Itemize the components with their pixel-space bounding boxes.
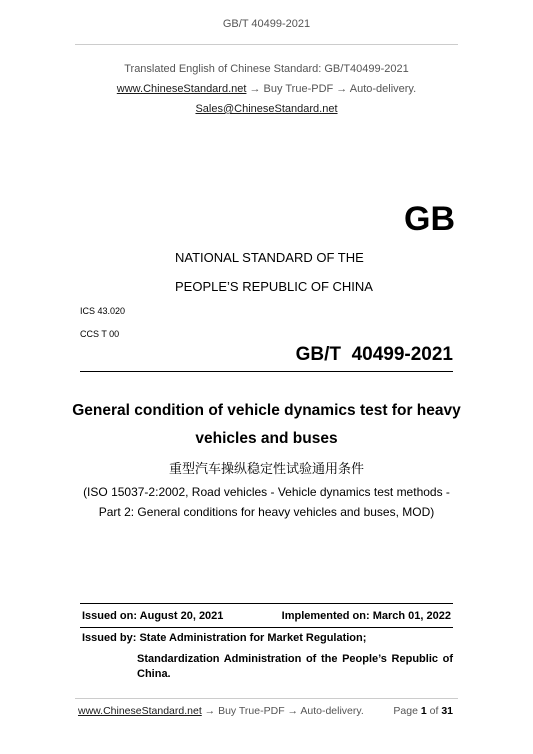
page-of: of — [429, 705, 439, 717]
title-line-1: General condition of vehicle dynamics test for heavy — [72, 402, 461, 419]
dates-bottom-divider — [80, 627, 453, 628]
implemented-on: Implemented on: March 01, 2022 — [281, 610, 451, 622]
standard-number: GB/T 40499-2021 — [295, 344, 453, 365]
page-indicator — [370, 705, 453, 717]
header-divider — [75, 44, 458, 45]
running-header: GB/T 40499-2021 — [222, 18, 311, 30]
page-total: 31 — [441, 705, 453, 717]
email-link[interactable]: Sales@ChineseStandard.net — [195, 103, 338, 115]
footer-site-line — [78, 705, 364, 717]
national-line-1: NATIONAL STANDARD OF THE — [175, 250, 364, 265]
dates-top-divider — [80, 603, 453, 604]
site-link[interactable]: www.ChineseStandard.net — [116, 83, 247, 95]
site-line — [0, 83, 533, 95]
footer-divider — [75, 698, 458, 699]
iso-line-1: (ISO 15037-2:2002, Road vehicles - Vehicle dynamics test methods - — [83, 485, 450, 499]
issued-by: Issued by: State Administration for Market Regulation; — [82, 632, 367, 644]
title-chinese: 重型汽车操纵稳定性试验通用条件 — [168, 462, 364, 477]
translated-line: Translated English of Chinese Standard: GB/T40499-2021 — [124, 63, 409, 75]
footer-site-tail: → Buy True-PDF → Auto-delivery. — [201, 705, 364, 717]
issued-on: Issued on: August 20, 2021 — [82, 610, 224, 622]
gb-logo: GB — [404, 200, 455, 238]
page-current: 1 — [420, 705, 427, 717]
issued-by-line-3: China. — [137, 668, 171, 680]
number-divider — [80, 371, 453, 372]
email-line — [0, 103, 533, 115]
title-line-2: vehicles and buses — [195, 430, 338, 447]
site-tail: → Buy True-PDF → Auto-delivery. — [246, 83, 417, 95]
iso-line-2: Part 2: General conditions for heavy vehicles and buses, MOD) — [98, 505, 435, 519]
footer-site-link[interactable]: www.ChineseStandard.net — [78, 705, 202, 717]
page-label: Page — [393, 705, 418, 717]
ccs-code: CCS T 00 — [80, 329, 120, 339]
national-line-2: PEOPLE’S REPUBLIC OF CHINA — [175, 279, 373, 294]
issued-by-line-2: Standardization Administration of the People’s Republic of — [137, 653, 453, 665]
ics-code: ICS 43.020 — [80, 306, 126, 316]
